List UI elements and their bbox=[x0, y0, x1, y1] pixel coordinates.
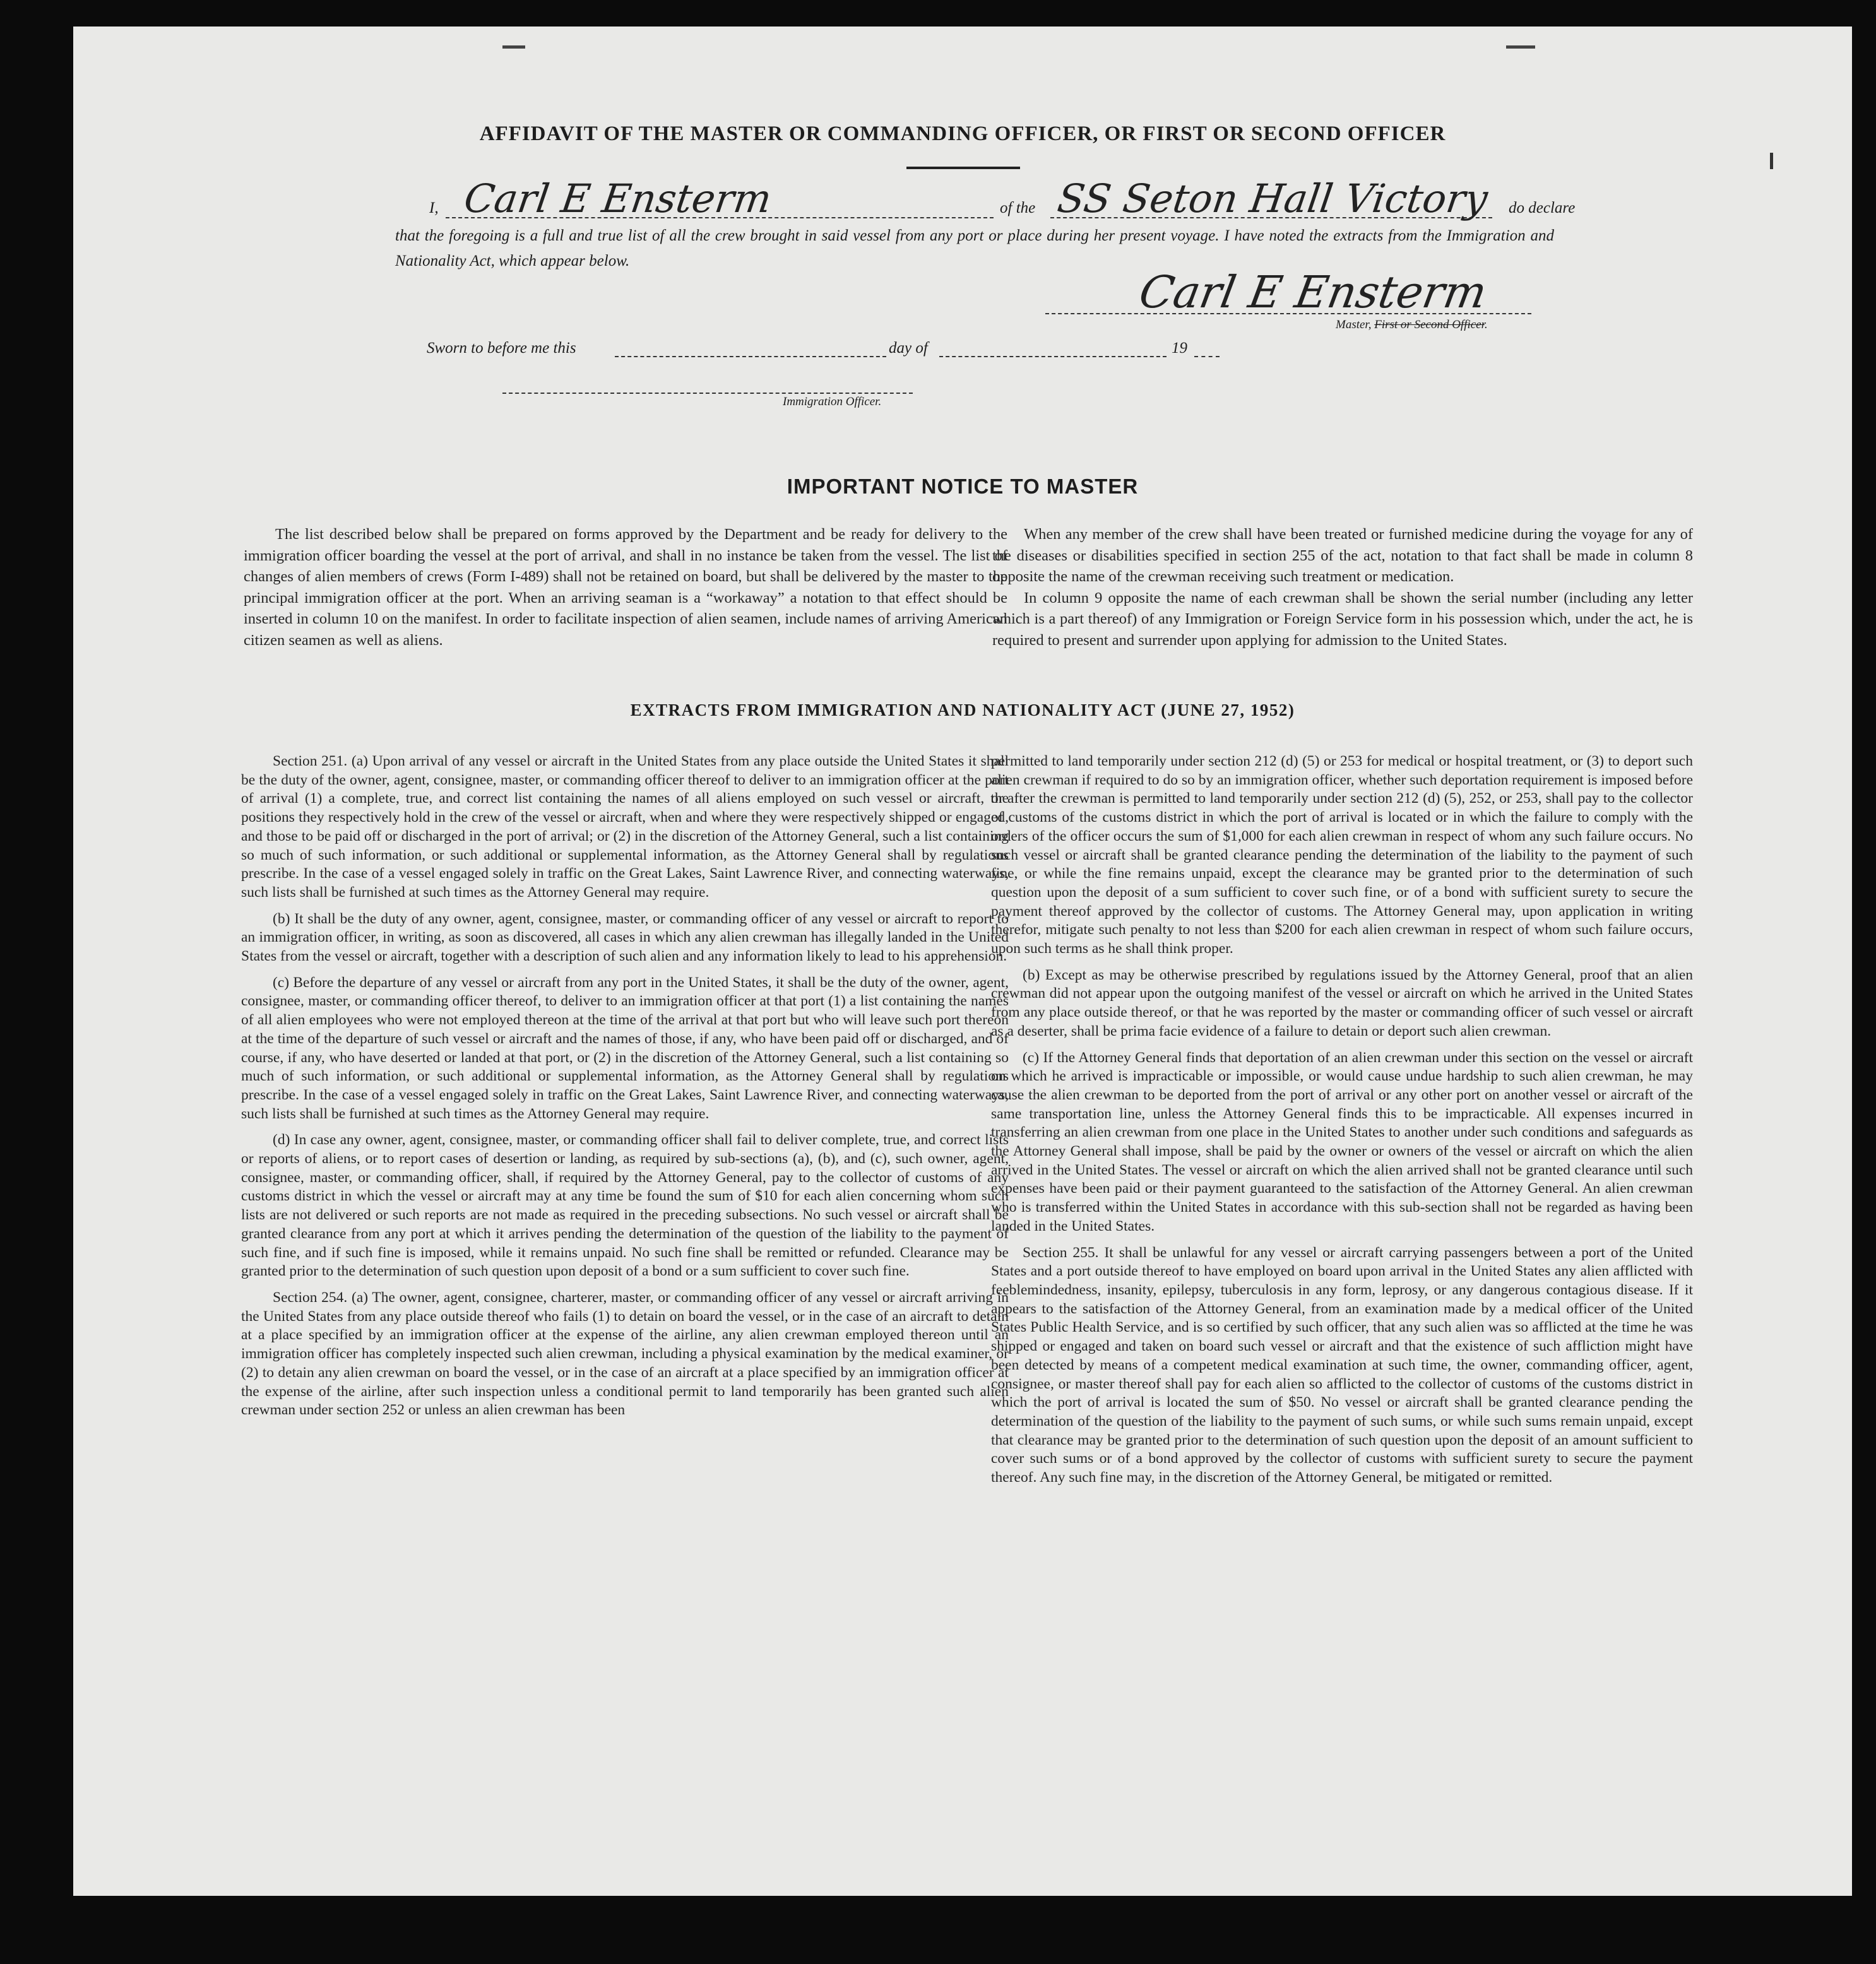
signature-role bbox=[1336, 318, 1488, 332]
section-255: Section 255. It shall be unlawful for any vessel or aircraft carrying passengers between a port of the United States and a port outside thereof to have employed on board upon arrival in the United States any alien afflicted with feeblemindedness, insanity, epilepsy, tuberculosis in any form, leprosy, or any dangerous contagious disease. If it appears to the satisfaction of the Attorney General, from an examination made by a medical officer of the United States Public Health Service, and is so certified by such officer, that any such alien was so afflicted at the time he was shipped or engaged and taken on board such vessel or aircraft and that the existence of such affliction might have been detected by means of a competent medical examination at such time, the owner, commanding officer, agent, consignee, or master thereof shall pay for each alien so afflicted to the collector of customs of the customs district in which the port of arrival is located the sum of $50. No vessel or aircraft shall be granted clearance pending the determination of the question of the liability to the payment of such sums, or while such sums remain unpaid, except that clearance may be granted prior to the determination of such question upon the deposit of an amount sufficient to cover such sums or of a bond approved by the collector of customs with sufficient surety to secure the payment thereof. Any such fine may, in the discretion of the Attorney General, be mitigated or remitted. bbox=[991, 1244, 1693, 1486]
notice-right-paragraph-2: In column 9 opposite the name of each crewman shall be shown the serial number (including any letter which is a part thereof) of any Immigration or Foreign Service form in his possession which, under the act, he is required to present and surrender upon applying for admission to the United States. bbox=[992, 589, 1693, 649]
section-254-a-continued: permitted to land temporarily under section 212 (d) (5) or 253 for medical or hospital treatment, or (3) to deport such alien crewman if required to do so by an immigration officer, whether such deportation requirement is imposed before or after the crewman is permitted to land temporarily under section 212 (d) (5), 252, or 253, shall pay to the collector of customs of the customs district in which the port of arrival is located or in which the failure to comply with the orders of the officer occurs the sum of $1,000 for each alien crewman in respect of whom any such failure occurs. No such vessel or aircraft shall be granted clearance pending the determination of the liability to the payment of such fine, or while the fine remains unpaid, except the clearance may be granted prior to the determination of such question upon the deposit of a sum sufficient to cover such fine, or of a bond with sufficient surety to secure the payment thereof approved by the collector of customs. The Attorney General may, upon application in writing therefor, mitigate such penalty to not less than $200 for each alien crewman in respect of whom such failure occurs, upon such terms as he shall think proper. bbox=[991, 753, 1693, 957]
signature-line bbox=[1045, 312, 1531, 314]
affidavit-title: AFFIDAVIT OF THE MASTER OR COMMANDING OFFICER, OR FIRST OR SECOND OFFICER bbox=[479, 122, 1446, 145]
extracts-right-column bbox=[991, 752, 1693, 1488]
day-of-label: day of bbox=[889, 340, 928, 357]
section-254-a: Section 254. (a) The owner, agent, consignee, charterer, master, or commanding officer of any vessel or aircraft arriving in the United States from any place outside thereof who fails (1) to detain on board the vessel, or in the case of an aircraft to detain at a place specified by an immigration officer at the expense of the airline, any alien crewman employed thereon until an immigration officer has completely inspected such alien crewman, including a physical examination by the medical examiner, or (2) to detain any alien crewman on board the vessel, or in the case of an aircraft at a place specified by an immigration officer at the expense of the airline, after such inspection unless a conditional permit to land temporarily has been granted such alien crewman under section 252 or unless an alien crewman has been bbox=[241, 1289, 1009, 1419]
section-254-c: (c) If the Attorney General finds that deportation of an alien crewman under this section on the vessel or aircraft on which he arrived is impracticable or impossible, or would cause undue hardship to such alien crewman, he may cause the alien crewman to be deported from the port of arrival or any other port on another vessel or aircraft of the same transportation line, unless the Attorney General finds this to be impracticable. All expenses incurred in transferring an alien crewman from one place in the United States to another under such conditions and safeguards as the Attorney General shall impose, shall be paid by the owner or owners of the vessel or aircraft on which the alien arrived in the United States. The vessel or aircraft on which the alien arrived shall not be granted clearance until such expenses have been paid or their payment guaranteed to the satisfaction of the Attorney General. An alien crewman who is transferred within the United States in accordance with this sub-section shall not be regarded as having been landed in the United States. bbox=[991, 1049, 1693, 1234]
section-251-b: (b) It shall be the duty of any owner, agent, consignee, master, or commanding officer of any vessel or aircraft to report to an immigration officer, in writing, as soon as discovered, all cases in which any alien crewman has illegally landed in the United States from the vessel or aircraft, together with a description of such alien and any information likely to lead to his apprehension. bbox=[241, 910, 1009, 965]
notice-left-column bbox=[244, 524, 1007, 651]
title-rule bbox=[906, 167, 1020, 169]
extracts-title: EXTRACTS FROM IMMIGRATION AND NATIONALITY ACT (JUNE 27, 1952) bbox=[630, 701, 1295, 719]
role-struck: First or Second Officer bbox=[1374, 318, 1485, 331]
section-254-b: (b) Except as may be otherwise prescribed by regulations issued by the Attorney General, proof that an alien crewman did not appear upon the outgoing manifest of the vessel or aircraft on which he arrived in the United States from any place outside thereof, or that he was reported by the master or commanding officer of such vessel or aircraft as a deserter, shall be prima facie evidence of a failure to detain or deport such alien crewman. bbox=[991, 966, 1693, 1039]
vessel-name-signature: SS Seton Hall Victory bbox=[1054, 175, 1491, 222]
extracts-left-column bbox=[241, 752, 1009, 1420]
scan-speck-left bbox=[502, 45, 525, 49]
sworn-year-line bbox=[1194, 355, 1220, 357]
of-the-label: of the bbox=[1000, 199, 1036, 216]
role-end: . bbox=[1484, 318, 1488, 331]
section-251-c: (c) Before the departure of any vessel or aircraft from any port in the United States, it shall be the duty of the owner, agent, consignee, master, or commanding officer thereof, to deliver to an immigration officer at that port (1) a list containing the names of all alien employees who were not employed thereon at the time of the arrival at that port but who will leave such port thereon at the time of the departure of such vessel or aircraft and the names of those, if any, who have been paid off or discharged, and of course, if any, who have deserted or landed at that port, or (2) in the discretion of the Attorney General, such a list containing so much of such information, or such additional or supplemental information, as the Attorney General shall by regulations prescribe. In the case of a vessel engaged solely in traffic on the Great Lakes, Saint Lawrence River, and connecting waterways, such lists shall be furnished at such times as the Attorney General may require. bbox=[241, 974, 1009, 1122]
sworn-month-line bbox=[939, 355, 1167, 357]
do-declare-label: do declare bbox=[1509, 199, 1576, 216]
section-251-a: Section 251. (a) Upon arrival of any vessel or aircraft in the United States from any place outside the United States it shall be the duty of the owner, agent, consignee, master, or commanding officer thereof to deliver to an immigration officer at the port of arrival (1) a complete, true, and correct list containing the names of all aliens employed on such vessel or aircraft, the positions they respectively hold in the crew of the vessel or aircraft, when and where they were respectively shipped or engaged, and those to be paid off or discharged in the port of arrival; or (2) in the discretion of the Attorney General, such a list containing so much of such information, or such additional or supplemental information, as the Attorney General shall by regulations prescribe. In the case of a vessel engaged solely in traffic on the Great Lakes, Saint Lawrence River, and connecting waterways, such lists shall be furnished at such times as the Attorney General may require. bbox=[241, 753, 1009, 901]
i-label: I, bbox=[429, 199, 439, 216]
year-label: 19 bbox=[1172, 340, 1187, 357]
officer-caption: Immigration Officer. bbox=[783, 395, 882, 408]
officer-signature-line bbox=[502, 391, 913, 394]
notice-right-paragraph-1: When any member of the crew shall have been treated or furnished medicine during the voyage for any of the diseases or disabilities specified in section 255 of the act, notation to that fact shall be made in column 8 opposite the name of the crewman receiving such treatment or medication. bbox=[992, 526, 1693, 585]
role-master: Master, bbox=[1336, 318, 1372, 331]
scan-speck-right bbox=[1506, 45, 1535, 49]
sworn-day-line bbox=[615, 355, 886, 357]
document-sheet bbox=[73, 27, 1852, 1896]
declaration-text: that the foregoing is a full and true list of all the crew brought in said vessel from any port or place during her present voyage. I have noted the extracts from the Immigration and Nationality Act, which appear below. bbox=[395, 227, 1554, 269]
scan-speck-margin bbox=[1770, 153, 1773, 169]
master-signature: Carl E Ensterm bbox=[1135, 266, 1491, 318]
notice-right-column bbox=[992, 524, 1693, 651]
notice-title: IMPORTANT NOTICE TO MASTER bbox=[787, 475, 1139, 498]
notice-left-paragraph: The list described below shall be prepared on forms approved by the Department and be ready for delivery to the immigration officer boarding the vessel at the port of arrival, and shall in no instance be taken from the vessel. The list of changes of alien members of crews (Form I-489) shall not be retained on board, but shall be delivered by the master to the principal immigration officer at the port. When an arriving seaman is a “workaway” a notation to that effect should be inserted in column 10 on the manifest. In order to facilitate inspection of alien seamen, include names of arriving American citizen seamen as well as aliens. bbox=[244, 526, 1007, 649]
sworn-label: Sworn to before me this bbox=[427, 340, 576, 357]
master-name-signature: Carl E Ensterm bbox=[461, 175, 775, 222]
section-251-d: (d) In case any owner, agent, consignee, master, or commanding officer shall fail to deliver complete, true, and correct lists or reports of aliens, or to report cases of desertion or landing, as required by sub-sections (a), (b), and (c), such owner, agent, consignee, master, or commanding officer, shall, if required by the Attorney General, pay to the collector of customs of any customs district in which the vessel or aircraft may at any time be found the sum of $10 for each alien concerning whom such lists are not delivered or such reports are not made as required in the preceding subsections. No such vessel or aircraft shall be granted clearance from any port at which it arrives pending the determination of the question of the liability to the payment of such fine, and if such fine is imposed, while it remains unpaid. No such fine shall be remitted or refunded. Clearance may be granted prior to the determination of such question upon deposit of a bond or a sum sufficient to cover such fine. bbox=[241, 1132, 1009, 1280]
